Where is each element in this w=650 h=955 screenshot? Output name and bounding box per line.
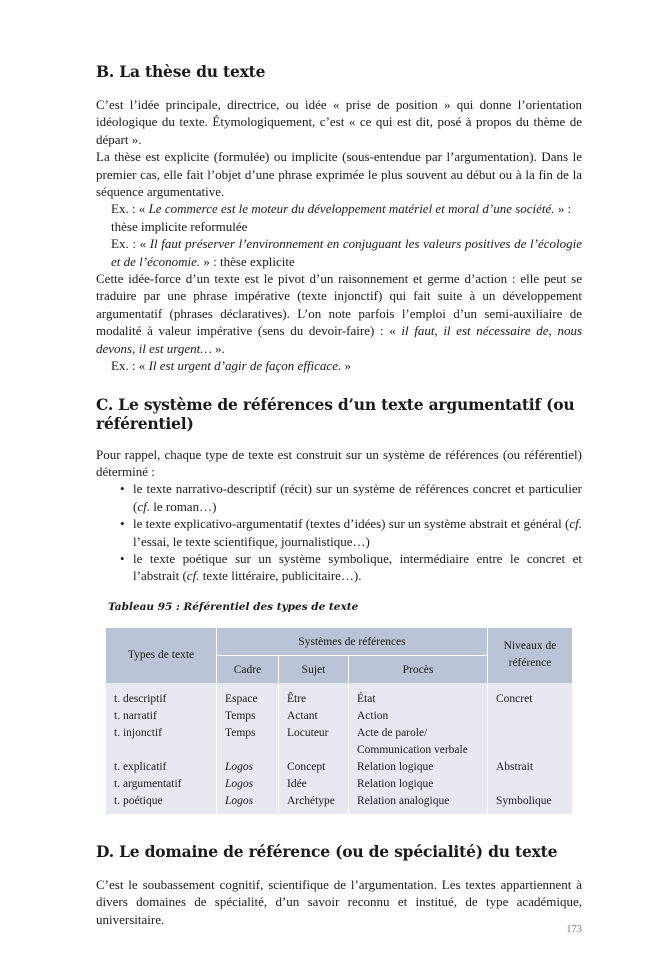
- example-3: Ex. : « Il est urgent d’agir de façon efficace. »: [111, 358, 351, 374]
- section-b-paragraph-2: La thèse est explicite (formulée) ou implicite (sous-entendue par l’argumentation). Dans le premier cas, elle fait l’objet d’une phrase exprimée le plus souvent au début ou à la fin de la séquence argumentative.: [96, 149, 582, 200]
- header-types: Types de texte: [106, 628, 217, 683]
- example-2: Ex. : « Il faut préserver l’environnement en conjuguant les valeurs positives de l’écologie et de l’économie. » : thèse explicite: [111, 236, 582, 269]
- table-row: [106, 742, 572, 759]
- cell-niveau: [488, 776, 573, 793]
- table-row: [106, 793, 572, 814]
- cell-cadre: Temps: [217, 725, 279, 742]
- cell-niveau: [488, 742, 573, 759]
- page-number: 173: [566, 924, 582, 935]
- cell-type: [106, 742, 217, 759]
- table-row: [106, 776, 572, 793]
- page-content: [96, 62, 582, 928]
- cell-type: t. argumentatif: [106, 776, 217, 793]
- table-row: [106, 683, 572, 708]
- cell-niveau: [488, 708, 573, 725]
- header-systemes: Systèmes de références: [217, 628, 488, 656]
- cell-sujet: Idée: [279, 776, 349, 793]
- cell-cadre: Logos: [217, 759, 279, 776]
- cell-proces: Acte de parole/: [349, 725, 488, 742]
- cell-cadre: Logos: [217, 776, 279, 793]
- table-caption: Tableau 95 : Référentiel des types de texte: [108, 600, 359, 613]
- section-b-title: B. La thèse du texte: [96, 62, 266, 81]
- table-row: [106, 759, 572, 776]
- cell-cadre: Temps: [217, 708, 279, 725]
- header-proces: Procès: [349, 656, 488, 683]
- cell-proces: Communication verbale: [349, 742, 488, 759]
- header-sujet: Sujet: [279, 656, 349, 683]
- cell-niveau: [488, 725, 573, 742]
- section-d-title: D. Le domaine de référence (ou de spécialité) du texte: [96, 841, 558, 861]
- cell-type: t. explicatif: [106, 759, 217, 776]
- cell-sujet: Locuteur: [279, 725, 349, 742]
- header-cadre: Cadre: [217, 656, 279, 683]
- table-row: [106, 708, 572, 725]
- list-item: • le texte poétique sur un système symbolique, intermédiaire entre le concret et l’abstrait (cf. texte littéraire, publicitaire…).: [120, 550, 582, 584]
- cell-sujet: Archétype: [279, 793, 349, 814]
- reference-systems-list: [96, 480, 582, 584]
- list-item: • le texte explicativo-argumentatif (textes d’idées) sur un système abstrait et général (cf. l’essai, le texte scientifique, journalistique…): [120, 516, 582, 549]
- cell-proces: Relation logique: [349, 776, 488, 793]
- header-niveaux: Niveaux de référence: [488, 628, 573, 683]
- cell-type: t. injonctif: [106, 725, 217, 742]
- cell-niveau: Abstrait: [488, 759, 573, 776]
- cell-type: t. poétique: [106, 793, 217, 814]
- cell-cadre: Logos: [217, 793, 279, 814]
- cell-type: t. narratif: [106, 708, 217, 725]
- list-item: • le texte narrativo-descriptif (récit) sur un système de références concret et particulier (cf. le roman…): [120, 481, 582, 514]
- cell-proces: Action: [349, 708, 488, 725]
- cell-proces: État: [349, 683, 488, 708]
- section-c-intro: Pour rappel, chaque type de texte est construit sur un système de références (ou référentiel) déterminé :: [96, 446, 582, 479]
- section-d-paragraph: C’est le soubassement cognitif, scientifique de l’argumentation. Les textes appartiennent à divers domaines de spécialité, d’un savoir reconnu et institué, de type académique, universitaire.: [96, 876, 582, 927]
- cell-proces: Relation analogique: [349, 793, 488, 814]
- table-row: [106, 725, 572, 742]
- example-1: Ex. : « Le commerce est le moteur du développement matériel et moral d’une société. » : thèse implicite reformulée: [111, 201, 572, 234]
- section-c-title: C. Le système de références d’un texte argumentatif (ou référentiel): [96, 394, 575, 433]
- section-b-paragraph-3: Cette idée-force d’un texte est le pivot d’un raisonnement et germe d’action : elle peut se traduire par une phrase impérative (texte injonctif) qui fait suite à un développement argumentatif (phrases déclaratives). L’on note parfois l’emploi d’un semi-auxiliaire de modalité à valeur impérative (sens du devoir-faire) : « il faut, il est nécessaire de, nous devons, il est urgent… ».: [96, 271, 583, 356]
- cell-cadre: [217, 742, 279, 759]
- cell-sujet: Actant: [279, 708, 349, 725]
- text-types-table: [106, 628, 572, 814]
- cell-cadre: Espace: [217, 683, 279, 708]
- cell-niveau: Concret: [488, 683, 573, 708]
- cell-sujet: [279, 742, 349, 759]
- cell-type: t. descriptif: [106, 683, 217, 708]
- cell-sujet: Concept: [279, 759, 349, 776]
- cell-niveau: Symbolique: [488, 793, 573, 814]
- cell-sujet: Être: [279, 683, 349, 708]
- section-b-paragraph-1: C’est l’idée principale, directrice, ou idée « prise de position » qui donne l’orientation idéologique du texte. Étymologiquement, c’est « ce qui est dit, posé à propos du thème de départ ».: [96, 97, 582, 147]
- cell-proces: Relation logique: [349, 759, 488, 776]
